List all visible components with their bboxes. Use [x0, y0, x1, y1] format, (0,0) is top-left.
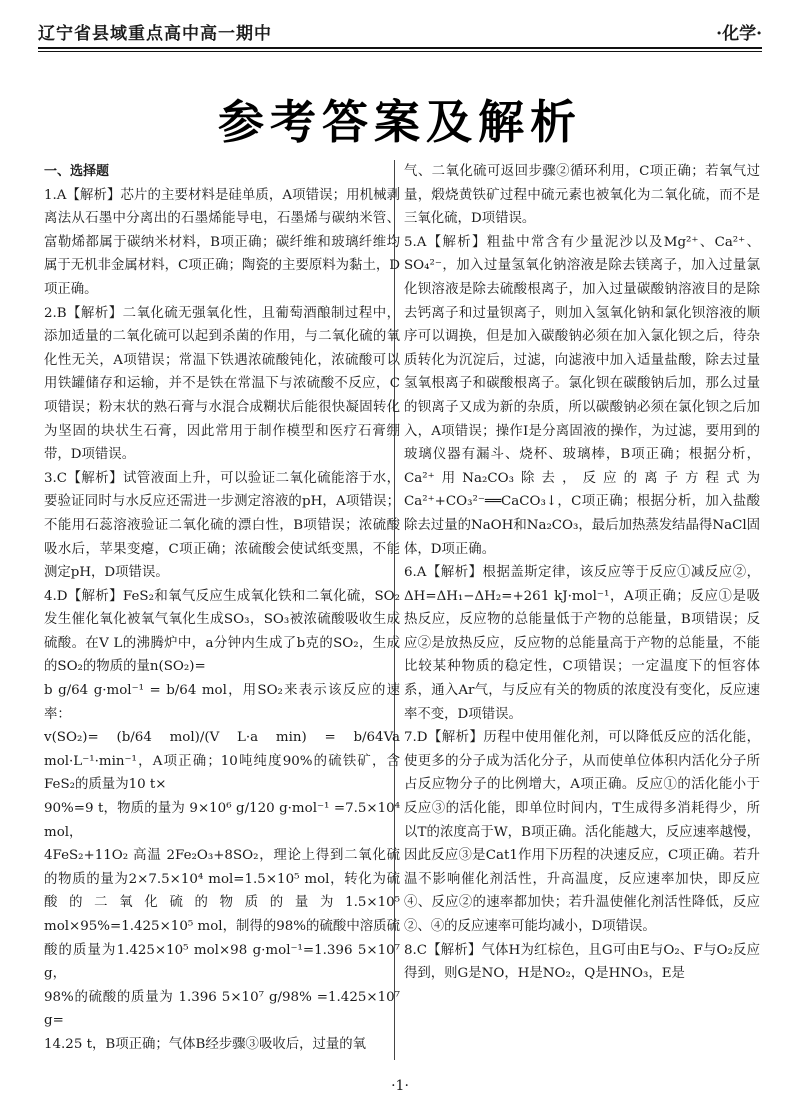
answer-1: 1.A【解析】芯片的主要材料是硅单质，A项错误；用机械剥离法从石墨中分离出的石墨烯能导电，石墨烯与碳纳米管、富勒烯都属于碳纳米材料，B项正确；碳纤维和玻璃纤维均属于无机非金属材料，C项正确；陶瓷的主要原料为黏土，D项正确。 [44, 187, 400, 297]
answer-5: 5.A【解析】粗盐中常含有少量泥沙以及Mg²⁺、Ca²⁺、SO₄²⁻，加入过量氢氧化钠溶液是除去镁离子，加入过量氯化钡溶液是除去硫酸根离子，加入过量碳酸钠溶液目的是除去钙离子和过量钡离子，则加入氢氧化钠和氯化钡溶液的顺序可以调换，但是加入碳酸钠必须在加入氯化钡之后，待杂质转化为沉淀后，过滤，向滤液中加入适量盐酸，除去过量氢氧根离子和碳酸根离子。氯化钡在碳酸钠后加，那么过量的钡离子又成为新的杂质，所以碳酸钠必须在氯化钡之后加入，A项错误；操作Ⅰ是分离固液的操作，为过滤，要用到的玻璃仪器有漏斗、烧杯、玻璃棒，B项正确；根据分析，Ca²⁺用Na₂CO₃除去，反应的离子方程式为Ca²⁺+CO₃²⁻══CaCO₃↓，C项正确；根据分析，加入盐酸除去过量的NaOH和Na₂CO₃，最后加热蒸发结晶得NaCl固体，D项正确。 [404, 234, 760, 557]
header-rule-thick [38, 47, 762, 49]
header-rule-thin [38, 51, 762, 52]
page-header [38, 14, 762, 44]
page-number: ·1· [391, 1078, 409, 1094]
answer-4-formula-1: b g/64 g·mol⁻¹ = b/64 mol，用SO₂来表示该反应的速率： [44, 683, 400, 722]
answer-4-formula-2: v(SO₂)= (b/64 mol)/(V L·a min) = b/64Va mol·L⁻¹·min⁻¹，A项正确；10吨纯度90%的硫铁矿，含FeS₂的质量为10 t× [44, 730, 400, 793]
left-column [44, 160, 400, 1057]
answer-7: 7.D【解析】历程中使用催化剂，可以降低反应的活化能，使更多的分子成为活化分子，从而使单位体积内活化分子所占反应物分子的比例增大，A项正确。反应①的活化能小于反应③的活化能，即单位时间内，T生成得多消耗得少，所以T的浓度高于W，B项正确。活化能越大，反应速率越慢，因此反应③是Cat1作用下历程的决速反应，C项正确。若升温不影响催化剂活性，升高温度，反应速率加快，即反应④、反应②的速率都加快；若升温使催化剂活性降低，反应②、④的反应速率可能均减小，D项错误。 [404, 730, 760, 934]
answer-4: 4.D【解析】FeS₂和氧气反应生成氧化铁和二氧化硫，SO₂发生催化氧化被氧气氧化生成SO₃，SO₃被浓硫酸吸收生成硫酸。在V L的沸腾炉中，a分钟内生成了b克的SO₂，生成的SO₂的物质的量n(SO₂)= [44, 588, 400, 675]
answer-4-end: 气、二氧化硫可返回步骤②循环利用，C项正确；若氧气过量，煅烧黄铁矿过程中硫元素也被氧化为二氧化硫，而不是三氧化硫，D项错误。 [404, 164, 760, 227]
header-exam-title: 辽宁省县域重点高中高一期中 [38, 24, 272, 44]
answer-4-formula-4: 98%的硫酸的质量为 1.396 5×10⁷ g/98% =1.425×10⁷ g= [44, 989, 400, 1029]
answer-2: 2.B【解析】二氧化硫无强氧化性，且葡萄酒酿制过程中，添加适量的二氧化硫可以起到杀菌的作用，与二氧化硫的氧化性无关，A项错误；常温下铁遇浓硫酸钝化，浓硫酸可以用铁罐储存和运输，并不是铁在常温下与浓硫酸不反应，C项错误；粉末状的熟石膏与水混合成糊状后能很快凝固转化为坚固的块状生石膏，因此常用于制作模型和医疗石膏绷带，D项错误。 [44, 305, 400, 463]
section-heading: 一、选择题 [44, 164, 110, 179]
page-title: 参考答案及解析 [218, 95, 582, 149]
answer-4-continued: 14.25 t，B项正确；气体B经步骤③吸收后，过量的氧 [44, 1036, 367, 1052]
answer-3: 3.C【解析】试管液面上升，可以验证二氧化硫能溶于水，要验证同时与水反应还需进一步测定溶液的pH，A项错误；不能用石蕊溶液验证二氧化硫的漂白性，B项错误；浓硫酸吸水后，苹果变瘪，C项正确；浓硫酸会使试纸变黑，不能测定pH，D项错误。 [44, 470, 400, 581]
answer-8: 8.C【解析】气体H为红棕色，且G可由E与O₂、F与O₂反应得到，则G是NO，H是NO₂，Q是HNO₃，E是 [404, 942, 760, 982]
header-subject: ·化学· [716, 24, 762, 44]
answer-4-equation: 4FeS₂+11O₂ 高温 2Fe₂O₃+8SO₂，理论上得到二氧化硫的物质的量为2×7.5×10⁴ mol=1.5×10⁵ mol，转化为硫酸的二氧化硫的物质的量为1.5×10⁵ mol×95%=1.425×10⁵ mol，制得的98%的硫酸中溶质硫酸的质量为1.425×10⁵ mol×98 g·mol⁻¹=1.396 5×10⁷ g， [44, 848, 400, 982]
right-column [404, 160, 760, 986]
answer-4-formula-3: 90%=9 t，物质的量为 9×10⁶ g/120 g·mol⁻¹ =7.5×10⁴ mol， [44, 801, 400, 840]
answer-6: 6.A【解析】根据盖斯定律，该反应等于反应①减反应②，ΔH=ΔH₁−ΔH₂=+261 kJ·mol⁻¹，A项正确；反应①是吸热反应，反应物的总能量低于产物的总能量，B项错误；反应②是放热反应，反应物的总能量高于产物的总能量，不能比较某种物质的稳定性，C项错误；一定温度下的恒容体系，通入Ar气，与反应有关的物质的浓度没有变化，反应速率不变，D项错误。 [404, 565, 760, 722]
